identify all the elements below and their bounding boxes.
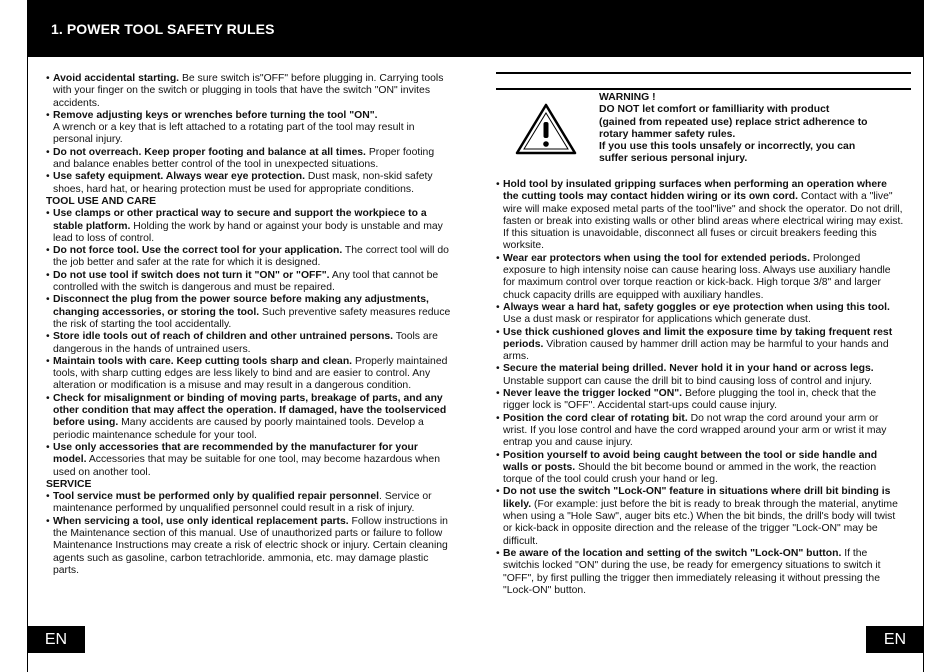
item-lead: Use only accessories that are recommended by the manufacturer for your model. [53,441,418,466]
list-item [46,73,454,110]
item-lead: Do not force tool. Use the correct tool for your application. [53,245,343,257]
header-bar [27,0,924,57]
item-body: Holding the work by hand or against your body is unstable and may lead to loss of control. [53,220,443,244]
item-body: Before plugging the tool in, check that the rigger lock is "OFF". Accidental start-ups could cause injury. [503,388,877,412]
list-item [46,245,454,270]
language-badge-right: EN [866,626,924,653]
item-lead: Always wear a hard hat, safety goggles or eye protection when using this tool. [503,301,890,313]
item-body: If the switchis locked "ON" during the use, be ready for emergency situations to switch it "OFF", by first pulling the trigger then immediately releasing it without pressing the "Lock-ON" button. [503,547,881,596]
item-lead: Store idle tools out of reach of children and other untrained persons. [53,331,394,343]
list-item [496,450,904,487]
item-lead: Remove adjusting keys or wrenches before turning the tool "ON". [53,109,378,121]
item-lead: Maintain tools with care. Keep cutting tools sharp and clean. [53,355,353,367]
list-item [46,208,454,245]
list-item [46,171,454,196]
warning-triangle-icon [515,103,577,155]
item-body: Unstable support can cause the drill bit to bind causing loss of control and injury. [503,375,872,387]
item-body: Properly maintained tools, with sharp cutting edges are less likely to bind and are easier to control. Any alteration or modification is a misuse and may result in a dangerous condition. [53,355,448,392]
item-lead: Position the cord clear of rotating bit. [503,412,688,424]
item-body: A wrench or a key that is left attached to a rotating part of the tool may result in personal injury. [53,122,415,146]
language-badge-left: EN [27,626,85,653]
item-lead: Do not use tool if switch does not turn it "ON" or "OFF". [53,269,330,281]
safety-list-general [46,73,454,196]
item-lead: Hold tool by insulated gripping surfaces when performing an operation where the cutting tools may contact hidden wiring or its own cord. [503,179,887,203]
item-lead: When servicing a tool, use only identical replacement parts. [53,515,349,527]
item-lead: Check for misalignment or binding of moving parts, breakage of parts, and any other condition that may affect the operation. If damaged, have the toolserviced before using. [53,392,447,429]
list-item [496,253,904,302]
item-body: The correct tool will do the job better and safer at the rate for which it is designed. [53,245,449,269]
item-lead: Be aware of the location and setting of the switch "Lock-ON" button. [503,547,842,559]
item-body: Many accidents are caused by poorly maintained tools. Develop a periodic maintenance schedule for your tool. [53,417,424,441]
page-title: 1. POWER TOOL SAFETY RULES [51,21,275,37]
warning-line: (gained from repeated use) replace strict adherence to [599,116,868,128]
item-lead: Position yourself to avoid being caught between the tool or side handle and walls or posts. [503,449,878,473]
list-item [46,110,454,122]
item-lead: Tool service must be performed only by qualified repair personnel [53,491,380,503]
divider-top [496,72,911,74]
item-body: . Service or maintenance performed by unqualified personnel could result in a risk of injury. [53,491,432,515]
item-body: Tools are dangerous in the hands of untrained users. [53,331,438,355]
item-lead: Do not overreach. Keep proper footing and balance at all times. [53,146,366,158]
item-body: Do not wrap the cord around your arm or wrist. If you lose control and have the cord wrapped around your arm or wrist it may entrap you and cause injury. [503,412,887,449]
warning-line: If you use this tools unsafely or incorrectly, you can [599,141,856,153]
list-item [46,331,454,356]
item-body: Prolonged exposure to high intensity noise can cause hearing loss. Always use auxiliary handle for maximum control over torque reaction or kick-back. High torque 3/8" and larger chuck capacity drills are equipped with auxiliary handles. [503,252,891,301]
right-border [923,57,924,672]
warning-line: DO NOT let comfort or familliarity with product [599,104,830,116]
left-border [27,57,28,672]
list-item [46,491,454,516]
list-item [496,302,904,327]
item-body: (For example: just before the bit is ready to break through the material, anytime when using a "Hole Saw", auger bits etc.) When the bit binds, the drill's body will twist or kick-back in opposite direction and the release of the trigger "Lock-ON" may be difficult. [503,498,898,547]
item-lead: Avoid accidental starting. [53,73,180,84]
safety-list-tool-use [46,208,454,479]
item-lead: Do not use the switch "Lock-ON" feature in situations where drill bit binding is likely. [503,486,891,510]
safety-list-right [496,179,904,597]
warning-text [599,92,909,166]
item-lead: Use safety equipment. Always wear eye protection. [53,171,305,183]
section-heading-tool-use: TOOL USE AND CARE [46,195,157,207]
item-body: Such preventive safety measures reduce the risk of starting the tool accidentally. [53,306,451,330]
list-item [46,270,454,295]
list-item [496,388,904,413]
item-body: Vibration caused by hammer drill action may be harmful to your hands and arms. [503,338,889,363]
list-item [46,442,454,479]
item-lead: Use clamps or other practical way to secure and support the workpiece to a stable platform. [53,208,427,232]
item-lead: Never leave the trigger locked "ON". [503,388,683,400]
list-item [46,516,454,577]
list-item [46,294,454,331]
safety-list-service [46,491,454,577]
left-column [46,73,454,577]
item-body: Contact with a "live" wire will make exposed metal parts of the tool"live" and shock the operator. Do not drill, fasten or break into existing walls or other blind areas where electrical wiring may exist. If this situation is unavoidable, disconnect all fuses or circuit breakers feeding this worksite. [503,191,904,252]
list-item [496,327,904,364]
item-lead: Wear ear protectors when using the tool for extended periods. [503,252,810,264]
item-body: Proper footing and balance enables better control of the tool in unexpected situations. [53,146,435,171]
item-body: Follow instructions in the Maintenance section of this manual. Use of unauthorized parts or failure to follow Maintenance Instructions may create a risk of electric shock or injury. Certain cleaning agents such as gasoline, carbon tetrachloride. ammonia, etc. may damage plastic parts. [53,515,448,576]
list-item [496,548,904,597]
list-item [496,363,904,388]
item-body: Accessories that may be suitable for one tool, may become hazardous when used on another tool. [53,454,440,478]
item-body: Should the bit become bound or ammed in the work, the reaction torque of the tool could crush your hand or leg. [503,461,877,486]
item-body: Dust mask, non-skid safety shoes, hard hat, or hearing protection must be used for appropriate conditions. [53,171,433,195]
list-item [496,486,904,547]
item-lead: Secure the material being drilled. Never hold it in your hand or across legs. [503,363,874,375]
warning-line: suffer serious personal injury. [599,153,748,165]
divider-bottom [496,88,911,90]
warning-line: rotary hammer safety rules. [599,128,736,140]
list-item [496,179,904,253]
item-body: Be sure switch is"OFF" before plugging in. Carrying tools with your finger on the switch or plugging in tools that have the switch "ON" invites accidents. [53,73,444,109]
section-heading-service: SERVICE [46,478,92,490]
item-lead: Use thick cushioned gloves and limit the exposure time by taking frequent rest periods. [503,326,893,350]
list-item [496,413,904,450]
item-lead: Disconnect the plug from the power source before making any adjustments, changing accessories, or storing the tool. [53,294,429,318]
list-item [46,147,454,172]
warning-line: WARNING ! [599,92,656,103]
item-body: Use a dust mask or respirator for applications which generate dust. [503,314,811,326]
list-item [46,393,454,442]
list-item [46,356,454,393]
item-body: Any tool that cannot be controlled with the switch is dangerous and must be repaired. [53,269,439,294]
